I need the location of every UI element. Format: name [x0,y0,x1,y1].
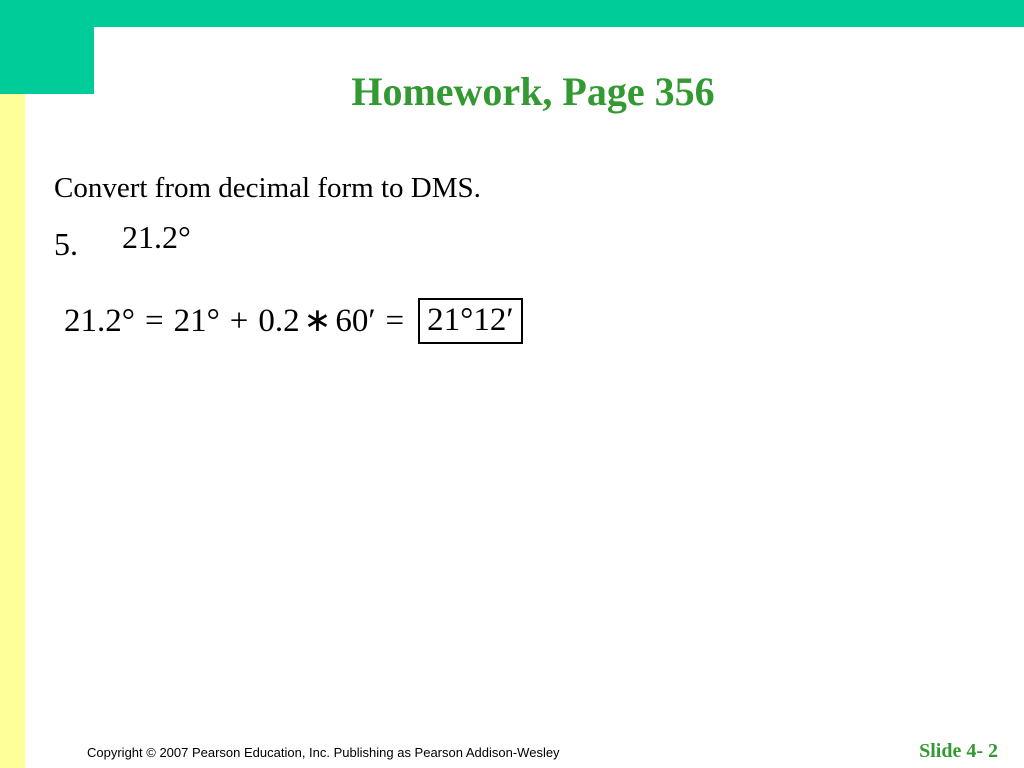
equals-sign: = [385,303,405,339]
slide-title: Homework, Page 356 [351,69,715,114]
solution-equation [62,297,523,345]
solution-fraction: 0.2 [258,303,300,339]
top-accent-band [0,0,1024,27]
footer-copyright: Copyright © 2007 Pearson Education, Inc. Publishing as Pearson Addison-Wesley [87,745,560,760]
plus-sign: + [229,303,249,339]
problem-expression: 21.2° [122,219,191,255]
equals-sign: = [144,303,164,339]
solution-minutes: 60′ [335,303,376,339]
solution-lhs: 21.2° [64,303,135,339]
boxed-answer: 21°12′ [418,298,522,344]
solution-degrees: 21° [173,303,220,339]
left-accent-band [0,94,25,768]
problem-number: 5. [54,226,78,262]
instruction-text: Convert from decimal form to DMS. [54,172,481,204]
multiply-sign: ∗ [303,303,332,339]
slide-number: Slide 4- 2 [919,740,998,762]
